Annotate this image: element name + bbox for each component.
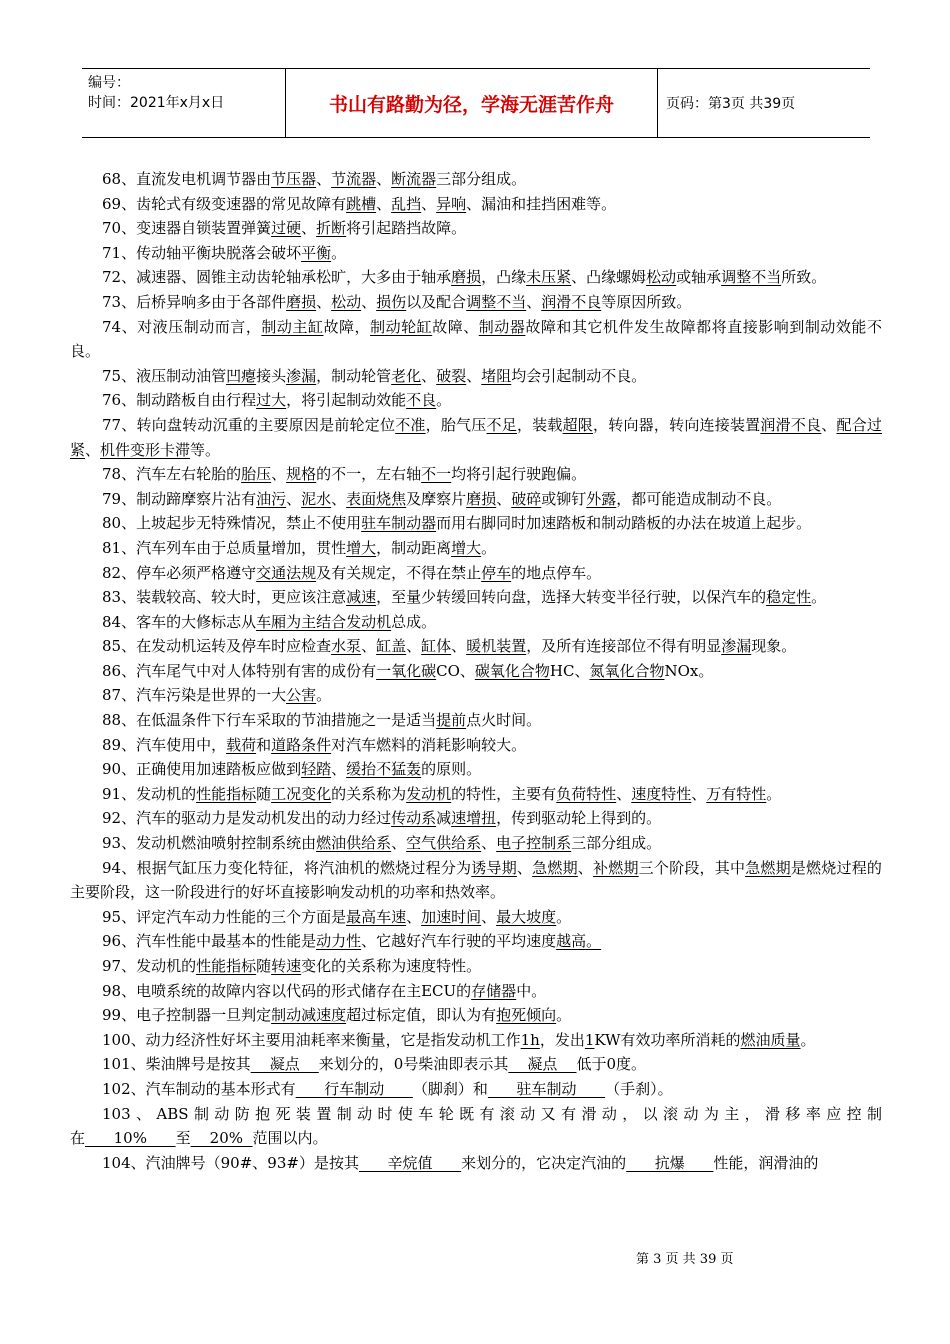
answer-blank: 超限 [562, 415, 594, 434]
answer-blank: 急燃期 [745, 858, 791, 877]
answer-blank: 破裂 [436, 366, 467, 385]
answer-blank: 节流器 [331, 170, 377, 188]
question-paragraph [70, 856, 882, 905]
question-paragraph [70, 782, 882, 807]
answer-blank: 空气供给系 [406, 834, 482, 853]
question-text: 故障、 [432, 317, 479, 336]
answer-blank: 工况变化 [271, 784, 332, 803]
answer-blank: 氮氧化合物 [589, 661, 665, 680]
question-text: 现象。 [751, 637, 797, 656]
answer-blank: 缓抬不猛轰 [346, 760, 422, 779]
question-paragraph [70, 585, 882, 610]
answer-blank: 磨损 [451, 268, 482, 287]
answer-blank: 损伤 [376, 292, 407, 311]
question-text: 97、发动机的 [102, 957, 197, 975]
question-text: 。 [481, 538, 497, 557]
question-text: 性能，润滑油的 [713, 1153, 819, 1172]
answer-blank: 凹瘪 [226, 366, 257, 385]
number-label: 编号： [88, 75, 130, 91]
question-text: 变化的关系称为速度特性。 [301, 957, 482, 975]
answer-blank: 性能指标 [196, 957, 257, 975]
answer-blank: 渗漏 [286, 366, 317, 385]
question-text: 、 [526, 292, 542, 311]
answer-blank: 电子控制系 [496, 834, 572, 853]
answer-blank: 20% [190, 1129, 253, 1148]
answer-blank: 折断 [316, 219, 347, 238]
answer-blank: 增大 [451, 538, 482, 557]
question-text: 80、上坡起步无特殊情况，禁止不使用 [102, 514, 362, 533]
question-text: 。 [800, 1030, 816, 1049]
question-text: 100、动力经济性好坏主要用油耗率来衡量，它是指发动机工作 [102, 1030, 521, 1049]
question-text: 将引起踏挡故障。 [346, 219, 467, 238]
answer-blank: 制动减速度 [271, 1006, 347, 1025]
question-paragraph [70, 1028, 882, 1053]
answer-blank: 润滑不良 [760, 415, 822, 434]
answer-blank: 负荷特性 [556, 784, 617, 803]
question-paragraph [70, 388, 882, 413]
question-text: 的关系称为 [331, 784, 407, 803]
question-text: 74、对液压制动而言， [102, 317, 262, 336]
question-text: ，制动距离 [376, 538, 452, 557]
question-text: 总成。 [391, 612, 437, 631]
question-text: 均将引起行驶跑偏。 [451, 465, 587, 484]
question-text: 。 [436, 391, 452, 410]
answer-blank: 水泵 [331, 637, 362, 656]
question-text: 、 [451, 637, 467, 656]
question-text: 对汽车燃料的消耗影响较大。 [331, 735, 527, 754]
question-text: 84、客车的大修标志从 [102, 612, 257, 631]
question-text: 是燃烧过程的主要阶段，这一阶段进行的好坏直接影响发动机的功率和热效率。 [70, 858, 882, 902]
question-text: 85、在发动机运转及停车时应检查 [102, 637, 332, 656]
question-text: 三个阶段，其中 [638, 858, 746, 877]
question-text: 、 [286, 489, 302, 508]
question-text: 102、汽车制动的基本形式有 [102, 1079, 296, 1098]
answer-blank: 发动机 [406, 784, 452, 803]
question-text: 随 [256, 784, 272, 803]
answer-blank: 过大 [256, 391, 287, 410]
question-text: 所致。 [781, 268, 827, 287]
answer-blank: 过硬 [271, 219, 302, 238]
answer-blank: 调整不当 [721, 268, 782, 287]
question-text: 点火时间。 [466, 711, 542, 730]
question-text: HC、 [549, 661, 590, 680]
question-paragraph [70, 1003, 882, 1028]
question-text: 、 [691, 784, 707, 803]
question-text: 的特性，主要有 [451, 784, 557, 803]
answer-blank: 燃油质量 [740, 1030, 801, 1049]
question-text: 、它越好汽车行驶的平均速度 [361, 932, 557, 951]
answer-blank: 轻踏 [301, 760, 332, 779]
answer-blank: 减速 [346, 588, 377, 607]
answer-blank: 凝点 [508, 1055, 577, 1074]
question-text: 、 [331, 760, 347, 779]
question-text: 或轴承 [676, 268, 722, 287]
question-text: 87、汽车污染是世界的一大 [102, 686, 287, 705]
question-text: 69、齿轮式有级变速器的常见故障有 [102, 194, 347, 213]
question-paragraph [70, 683, 882, 708]
answer-blank: 载荷 [226, 735, 257, 754]
answer-blank: 老化 [391, 366, 422, 385]
answer-blank: 缸盖 [376, 637, 407, 656]
question-text: CO、 [436, 661, 475, 680]
question-text: 、 [301, 219, 317, 238]
question-paragraph [70, 413, 882, 462]
question-text: 96、汽车性能中最基本的性能是 [102, 932, 317, 951]
answer-blank: 润滑不良 [541, 292, 602, 311]
answer-blank: 存储器 [471, 981, 517, 1000]
question-text: （手刹）。 [605, 1079, 673, 1098]
question-paragraph [70, 487, 882, 512]
question-text: 90、正确使用加速踏板应做到 [102, 760, 302, 779]
question-paragraph [70, 241, 882, 266]
question-text: 72、减速器、圆锥主动齿轮轴承松旷，大多由于轴承 [102, 268, 452, 287]
answer-blank: 动力性 [316, 932, 362, 951]
answer-blank: 断流器 [391, 170, 437, 188]
question-paragraph [70, 536, 882, 561]
question-text: 。 [316, 686, 332, 705]
question-text: 故障， [323, 317, 371, 336]
question-text: 均会引起制动不良。 [511, 366, 647, 385]
question-text: 三部分组成。 [436, 170, 527, 188]
question-text: 71、传动轴平衡块脱落会破坏 [102, 243, 302, 262]
question-text: 77、转向盘转动沉重的主要原因是前轮定位 [102, 415, 396, 434]
answer-blank: 调整不当 [466, 292, 527, 311]
question-text: 、 [406, 637, 422, 656]
answer-blank: 加速时间 [421, 907, 482, 926]
question-text: 以及配合 [406, 292, 467, 311]
question-text: （脚刹）和 [412, 1079, 488, 1098]
answer-blank: 一氧化碳 [376, 661, 437, 680]
question-text: ，及所有连接部位不得有明显 [526, 637, 722, 656]
answer-blank: 制动主缸 [261, 317, 324, 336]
question-paragraph [70, 1077, 882, 1102]
question-text: ，将引起制动效能 [286, 391, 407, 410]
question-paragraph [70, 315, 882, 364]
question-text: 、 [376, 194, 392, 213]
answer-blank: 胎压 [241, 465, 272, 484]
question-text: 、 [85, 440, 101, 459]
question-text: 83、装载较高、较大时，更应该注意 [102, 588, 347, 607]
answer-blank: 表面烧焦 [346, 489, 407, 508]
answer-blank: 磨损 [286, 292, 317, 311]
answer-blank: 10% [85, 1129, 176, 1148]
question-text: ，胎气压 [425, 415, 487, 434]
question-text: 、 [361, 292, 377, 311]
question-text: 、 [406, 907, 422, 926]
answer-blank: 交通法规 [256, 563, 317, 582]
question-text: KW有效功率所消耗的 [594, 1030, 741, 1049]
answer-blank: 速增扭 [451, 809, 497, 828]
answer-blank: 补燃期 [593, 858, 639, 877]
answer-blank: 越高。 [556, 932, 602, 951]
question-text: ，都可能造成制动不良。 [616, 489, 782, 508]
question-text: 和 [256, 735, 272, 754]
header-page-info: 页码：第3页 共39页 [666, 96, 796, 112]
question-paragraph [70, 610, 882, 635]
answer-blank: 不足 [486, 415, 517, 434]
answer-blank: 不一 [421, 465, 452, 484]
question-text: 78、汽车左右轮胎的 [102, 465, 242, 484]
question-text: 的不一，左右轴 [316, 465, 422, 484]
question-text: 的原则。 [421, 760, 482, 779]
answer-blank: 制动器 [478, 317, 526, 336]
answer-blank: 驻车制动 [487, 1079, 606, 1098]
question-paragraph [70, 561, 882, 586]
question-text: ，凸缘 [481, 268, 527, 287]
question-text: 88、在低温条件下行车采取的节油措施之一是适当 [102, 711, 437, 730]
question-text: 的地点停车。 [511, 563, 602, 582]
question-text: 。 [556, 1006, 572, 1025]
question-text: 、 [577, 858, 594, 877]
answer-blank: 车厢为主结合发动机 [256, 612, 392, 631]
question-paragraph [70, 634, 882, 659]
question-paragraph [70, 659, 882, 684]
question-text: 、 [466, 366, 482, 385]
answer-blank: 稳定性 [766, 588, 812, 607]
question-text: 至 [175, 1129, 191, 1148]
answer-blank: 速度特性 [631, 784, 692, 803]
header-meta [82, 69, 285, 137]
question-text: 接头 [256, 366, 287, 385]
question-text: 来划分的，它决定汽油的 [461, 1153, 627, 1172]
document-body [70, 167, 882, 1175]
question-text: 93、发动机燃油喷射控制系统由 [102, 834, 317, 853]
question-text: 98、电喷系统的故障内容以代码的形式储存在主ECU的 [102, 981, 472, 1000]
question-text: 104、汽油牌号（90#、93#）是按其 [102, 1153, 359, 1172]
question-text: 范围以内。 [252, 1129, 328, 1148]
question-text: 、 [361, 637, 377, 656]
question-text: 94、根据气缸压力变化特征，将汽油机的燃烧过程分为 [102, 858, 472, 877]
question-paragraph [70, 265, 882, 290]
question-text: 103、ABS制动防抱死装置制动时使车轮既有滚动又有滑动，以滚动为主，滑移率应控制在 [70, 1104, 882, 1148]
answer-blank: 增大 [346, 538, 377, 557]
question-text: 中。 [516, 981, 547, 1000]
answer-blank: 节压器 [271, 170, 317, 188]
question-text: 而用右脚同时加速踏板和制动踏板的办法在坡道上起步。 [436, 514, 812, 533]
question-text: 。 [766, 784, 782, 803]
question-text: 、 [481, 907, 497, 926]
answer-blank: 停车 [481, 563, 512, 582]
question-paragraph [70, 979, 882, 1004]
question-text: 、 [496, 489, 512, 508]
question-text: 68、直流发电机调节器由 [102, 170, 272, 188]
question-text: 或铆钉 [541, 489, 587, 508]
answer-blank: 急燃期 [532, 858, 578, 877]
question-text: 、 [271, 465, 287, 484]
question-text: 91、发动机的 [102, 784, 197, 803]
answer-blank: 万有特性 [706, 784, 767, 803]
answer-blank: 驻车制动器 [361, 514, 437, 533]
answer-blank: 传动系 [391, 809, 437, 828]
question-paragraph [70, 1102, 882, 1151]
answer-blank: 凝点 [250, 1055, 319, 1074]
answer-blank: 抱死倾向 [496, 1006, 557, 1025]
question-paragraph [70, 1151, 882, 1176]
question-text: 故障和其它机件发生故障都将直接影响到制动效能不良。 [70, 317, 882, 361]
question-text: 。 [556, 907, 572, 926]
question-text: 70、变速器自锁装置弹簧 [102, 219, 272, 238]
answer-blank: 1h [520, 1030, 540, 1049]
question-text: 低于0度。 [576, 1055, 647, 1074]
question-text: 、 [376, 170, 392, 188]
answer-blank: 提前 [436, 711, 467, 730]
question-text: 101、柴油牌号是按其 [102, 1055, 251, 1074]
question-text: ，转向器，转向连接装置 [593, 415, 761, 434]
question-paragraph [70, 757, 882, 782]
answer-blank: 外露 [586, 489, 617, 508]
question-text: 79、制动蹄摩察片沾有 [102, 489, 257, 508]
question-paragraph [70, 831, 882, 856]
answer-blank: 松动 [646, 268, 677, 287]
question-paragraph [70, 511, 882, 536]
answer-blank: 制动轮缸 [370, 317, 433, 336]
answer-blank: 规格 [286, 465, 317, 484]
answer-blank: 渗漏 [721, 637, 752, 656]
question-text: 等。 [190, 440, 221, 459]
question-text: 、凸缘螺姆 [571, 268, 647, 287]
question-paragraph [70, 216, 882, 241]
question-text: 、 [421, 194, 437, 213]
question-text: 、 [316, 292, 332, 311]
question-text: 95、评定汽车动力性能的三个方面是 [102, 907, 347, 926]
answer-blank: 平衡 [301, 243, 332, 262]
question-text: 。 [811, 588, 827, 607]
answer-blank: 配合过紧 [70, 415, 882, 459]
question-text: 、漏油和挂挡困难等。 [466, 194, 617, 213]
answer-blank: 抗爆 [626, 1153, 714, 1172]
answer-blank: 跳槽 [346, 194, 377, 213]
question-text: 75、液压制动油管 [102, 366, 227, 385]
header-motto: 书山有路勤为径，学海无涯苦作舟 [285, 69, 658, 137]
page-header [82, 68, 870, 138]
question-text: 及摩察片 [406, 489, 467, 508]
question-paragraph [70, 733, 882, 758]
question-text: ，至量少转缓回转向盘，选择大转变半径行驶，以保汽车的 [376, 588, 767, 607]
question-paragraph [70, 708, 882, 733]
answer-blank: 碳氧化合物 [474, 661, 550, 680]
question-text: 等原因所致。 [601, 292, 692, 311]
question-text: 81、汽车列车由于总质量增加，贯性 [102, 538, 347, 557]
answer-blank: 缸体 [421, 637, 452, 656]
question-text: 。 [331, 243, 347, 262]
question-text: 、 [421, 366, 437, 385]
question-paragraph [70, 290, 882, 315]
answer-blank: 诱导期 [471, 858, 517, 877]
answer-blank: 辛烷值 [358, 1153, 462, 1172]
answer-blank: 1 [584, 1030, 595, 1049]
question-text: 、 [391, 834, 407, 853]
answer-blank: 最高车速 [346, 907, 407, 926]
question-text: 随 [256, 957, 272, 975]
answer-blank: 转速 [271, 957, 302, 975]
answer-blank: 不良 [406, 391, 437, 410]
answer-blank: 磨损 [466, 489, 497, 508]
question-paragraph [70, 364, 882, 389]
answer-blank: 异响 [436, 194, 467, 213]
question-text: 、 [821, 415, 837, 434]
question-text: 73、后桥异响多由于各部件 [102, 292, 287, 311]
question-text: 86、汽车尾气中对人体特别有害的成份有 [102, 661, 377, 680]
question-text: ，制动轮管 [316, 366, 392, 385]
question-paragraph [70, 806, 882, 831]
question-paragraph [70, 954, 882, 979]
question-text: 、 [331, 489, 347, 508]
question-text: 、 [616, 784, 632, 803]
answer-blank: 行车制动 [295, 1079, 413, 1098]
question-text: NOx。 [664, 661, 714, 680]
question-text: ，装载 [516, 415, 563, 434]
date-text: 时间：2021年x月x日 [88, 95, 225, 111]
question-text: 99、电子控制器一旦判定 [102, 1006, 272, 1025]
question-paragraph [70, 929, 882, 954]
answer-blank: 性能指标 [196, 784, 257, 803]
answer-blank: 暖机装置 [466, 637, 527, 656]
question-text: 超过标定值，即认为有 [346, 1006, 497, 1025]
question-text: 82、停车必须严格遵守 [102, 563, 257, 582]
answer-blank: 燃油供给系 [316, 834, 392, 853]
question-text: 来划分的，0号柴油即表示其 [318, 1055, 509, 1074]
question-paragraph [70, 1052, 882, 1077]
answer-blank: 机件变形卡滞 [100, 440, 191, 459]
answer-blank: 不准 [395, 415, 426, 434]
question-text: 76、制动踏板自由行程 [102, 391, 257, 410]
question-text: 、 [516, 858, 533, 877]
answer-blank: 最大坡度 [496, 907, 557, 926]
answer-blank: 油污 [256, 489, 287, 508]
question-text: 减 [436, 809, 452, 828]
question-paragraph [70, 462, 882, 487]
question-text: 89、汽车使用中， [102, 735, 227, 754]
answer-blank: 道路条件 [271, 735, 332, 754]
question-text: 92、汽车的驱动力是发动机发出的动力经过 [102, 809, 392, 828]
answer-blank: 公害 [286, 686, 317, 705]
answer-blank: 堵阻 [481, 366, 512, 385]
answer-blank: 未压紧 [526, 268, 572, 287]
question-paragraph [70, 192, 882, 217]
question-text: 、 [316, 170, 332, 188]
answer-blank: 松动 [331, 292, 362, 311]
question-paragraph [70, 905, 882, 930]
question-text: 三部分组成。 [571, 834, 662, 853]
question-text: 、 [481, 834, 497, 853]
question-text: 及有关规定，不得在禁止 [316, 563, 482, 582]
answer-blank: 乱挡 [391, 194, 422, 213]
question-text: ，发出 [539, 1030, 585, 1049]
answer-blank: 泥水 [301, 489, 332, 508]
question-paragraph [70, 167, 882, 192]
answer-blank: 破碎 [511, 489, 542, 508]
page-footer: 第 3 页 共 39 页 [636, 1252, 734, 1267]
question-text: ，传到驱动轮上得到的。 [496, 809, 662, 828]
